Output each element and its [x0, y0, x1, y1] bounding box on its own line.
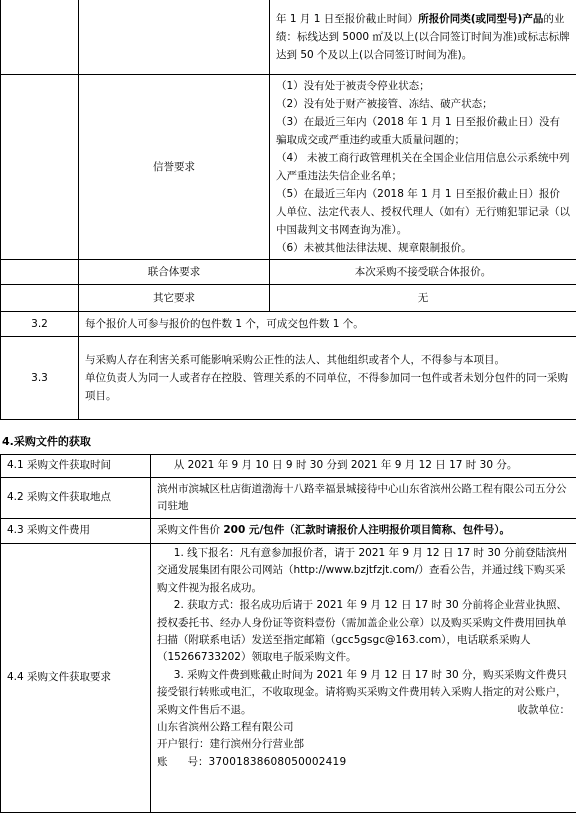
payee-label: 收款单位： — [517, 703, 570, 716]
acquisition-table — [0, 454, 576, 813]
acq-method-row — [1, 544, 576, 813]
section-title: 4.采购文件的获取 — [2, 435, 91, 448]
credit-items — [270, 75, 576, 260]
row-3-2-text: 每个报价人可参与报价的包件数 1 个，可成交包件数 1 个。 — [79, 312, 576, 337]
consortium-value: 本次采购不接受联合体报价。 — [270, 260, 576, 285]
payee-name: 山东省滨州公路工程有限公司 — [157, 721, 294, 734]
credit-label: 信誉要求 — [79, 75, 270, 260]
acq-time-label: 4.1 采购文件获取时间 — [1, 455, 151, 478]
acq-fee-value: 采购文件售价 200 元/包件（汇款时请报价人注明报价项目简称、包件号）。 — [151, 519, 576, 544]
performance-text: 年 1 月 1 日至报价截止时间）所报价同类(或同型号)产品的业绩：标线达到 5000 ㎡及以上(以合同签订时间为准)或标志标牌达到 50 个及以上(以合同签订时间为准)。 — [270, 0, 576, 75]
credit-item: （1）没有处于被责令停业状态； — [276, 80, 430, 92]
method-paragraph: 2. 获取方式：报名成功后请于 2021 年 9 月 12 日 17 时 30 分前将企业营业执照、授权委托书、经办人身份证等资料壹份（需加盖企业公章）以及购买采购文件费用回执单扫描（附联系电话）发送至指定邮箱（gcc5gsgc@163.com），电话联系采购人（15266733202）领取电子版采购文件。 — [157, 599, 568, 664]
account-line: 账 号：37001838608050002419 — [157, 755, 347, 768]
row-3-3 — [1, 337, 576, 420]
acq-time-value: 从 2021 年 9 月 10 日 9 时 30 分到 2021 年 9 月 12 日 17 时 30 分。 — [151, 455, 576, 478]
credit-item: （5）在最近三年内（2018 年 1 月 1 日至报价截止日）报价人单位、法定代表人、授权代理人（如有）无行贿犯罪记录（以中国裁判文书网查询为准）。 — [276, 188, 570, 236]
acq-method-content — [151, 544, 576, 813]
method-paragraph: 1. 线下报名：凡有意参加报价者，请于 2021 年 9 月 12 日 17 时 30 分前登陆滨州交通发展集团有限公司网站（http://www.bzjtfzjt.com/）查看公告，并通过线下购买采购文件视为报名成功。 — [157, 547, 568, 594]
bank-name: 开户银行：建行滨州分行营业部 — [157, 738, 304, 751]
acq-fee-label: 4.3 采购文件费用 — [1, 519, 151, 544]
other-row — [1, 285, 576, 312]
acq-place-value: 滨州市滨城区杜店街道渤海十八路幸福景城接待中心山东省滨州公路工程有限公司五分公司驻地 — [151, 478, 576, 519]
acq-fee-row — [1, 519, 576, 544]
other-value: 无 — [270, 285, 576, 312]
row-3-3-text: 与采购人存在利害关系可能影响采购公正性的法人、其他组织或者个人，不得参与本项目。 单位负责人为同一人或者存在控股、管理关系的不同单位，不得参加同一包件或者未划分包件的同一采购项目。 — [79, 337, 576, 420]
row-number: 3.2 — [1, 312, 79, 337]
consortium-row — [1, 260, 576, 285]
credit-item: （2）没有处于财产被接管、冻结、破产状态； — [276, 98, 493, 110]
consortium-label: 联合体要求 — [79, 260, 270, 285]
row-3-2 — [1, 312, 576, 337]
acq-time-row — [1, 455, 576, 478]
performance-row — [1, 0, 576, 75]
method-paragraph: 3. 采购文件费到账截止时间为 2021 年 9 月 12 日 17 时 30 分，购买采购文件费只接受银行转账或电汇，不收取现金。请将购买采购文件费用转入采购人指定的对公账户，采购文件售后不退。 收款单位： — [157, 667, 570, 719]
row-number: 3.3 — [1, 337, 79, 420]
credit-item: （4） 未被工商行政管理机关在全国企业信用信息公示系统中列入严重违法失信企业名单； — [276, 152, 570, 182]
acq-place-row — [1, 478, 576, 519]
credit-item: （3）在最近三年内（2018 年 1 月 1 日至报价截止日）没有骗取成交或严重违约或重大质量问题的； — [276, 116, 560, 146]
other-label: 其它要求 — [79, 285, 270, 312]
acq-place-label: 4.2 采购文件获取地点 — [1, 478, 151, 519]
acq-method-label: 4.4 采购文件获取要求 — [1, 544, 151, 813]
account-number: 37001838608050002419 — [208, 755, 347, 768]
credit-item: （6）未被其他法律法规、规章限制报价。 — [276, 242, 472, 254]
credit-row — [1, 75, 576, 260]
